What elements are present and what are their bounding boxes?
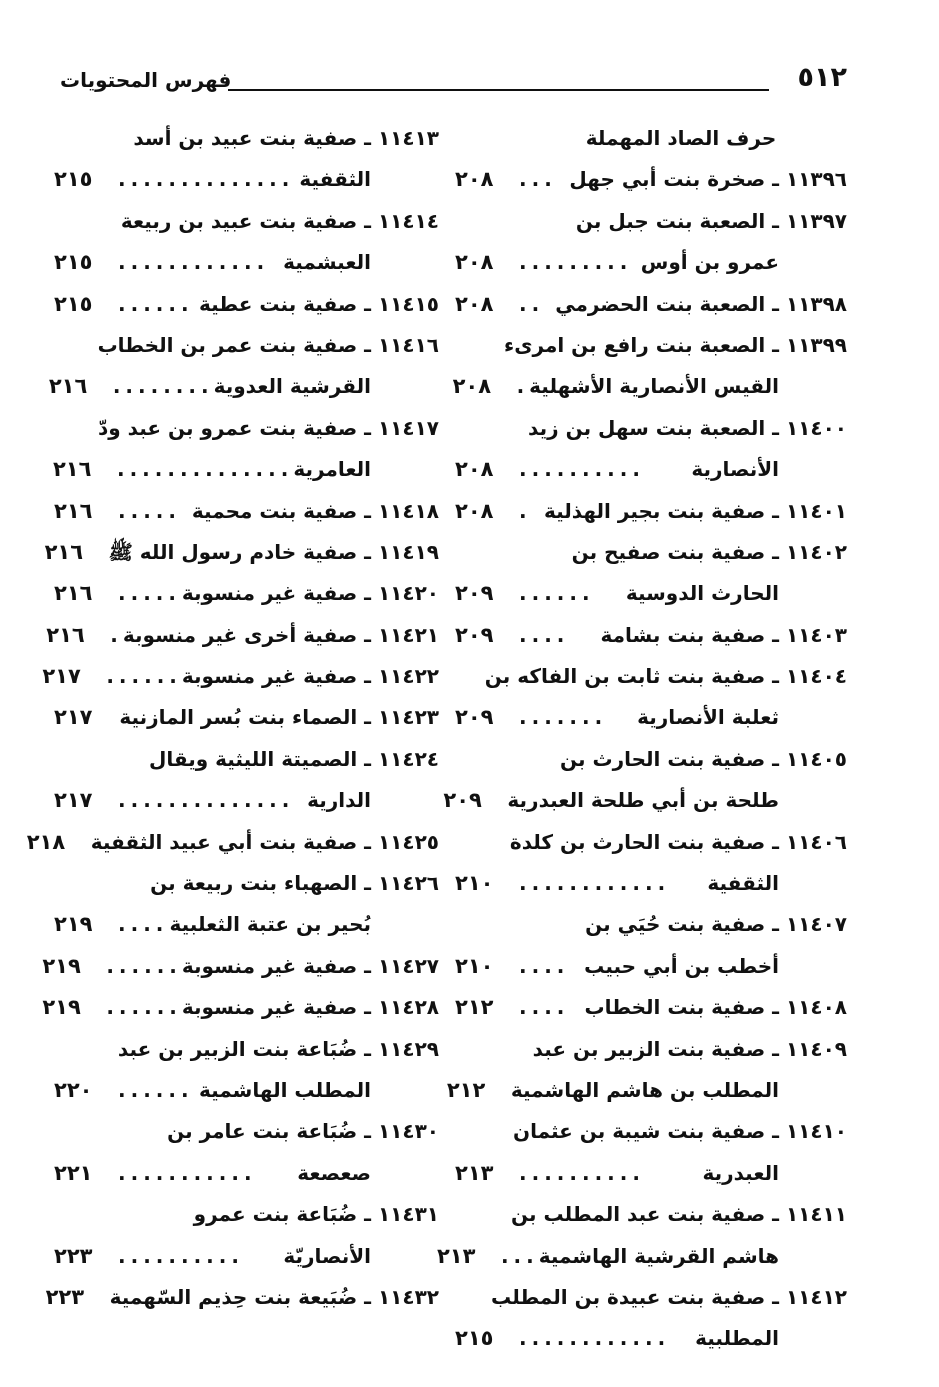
entry-text: ١١٤٠٣ ـ صفية بنت بشامة bbox=[600, 622, 847, 647]
index-entry-line bbox=[455, 159, 847, 200]
entry-text: ١١٤٢٠ ـ صفية غير منسوبة bbox=[181, 581, 439, 606]
leader-dots: .... bbox=[118, 912, 169, 937]
running-title: فهرس المحتويات bbox=[60, 68, 232, 92]
index-entry-line bbox=[42, 656, 439, 697]
index-entry-line bbox=[54, 739, 439, 780]
index-entry-line bbox=[54, 1029, 439, 1070]
entry-text: ١١٤٠١ ـ صفية بنت بجير الهذلية bbox=[543, 498, 847, 523]
leader-dots: .... bbox=[519, 953, 570, 978]
leader-dots: . bbox=[519, 498, 532, 523]
entry-text: العامرية bbox=[293, 457, 371, 482]
entry-text: ١١٤٢٦ ـ الصهباء بنت ربيعة بن bbox=[150, 871, 439, 896]
index-entry-line bbox=[54, 1153, 439, 1194]
page-ref: ٢٠٨ bbox=[455, 167, 494, 192]
entry-text: ١١٤١٠ ـ صفية بنت شيبة بن عثمان bbox=[513, 1119, 847, 1144]
index-entry-line bbox=[54, 1194, 439, 1235]
leader-dots: ........... bbox=[118, 1160, 257, 1185]
leader-dots: .............. bbox=[118, 167, 295, 192]
page-ref: ٢٠٩ bbox=[455, 622, 494, 647]
page-ref: ٢١٦ bbox=[54, 581, 93, 606]
entry-text: العبشمية bbox=[283, 250, 371, 275]
index-entry-line bbox=[455, 325, 847, 366]
index-entry-line bbox=[42, 946, 439, 987]
index-entry-line bbox=[455, 822, 847, 863]
index-entry-line bbox=[455, 408, 847, 449]
index-entry-line bbox=[455, 1153, 847, 1194]
page-ref: ٢١٠ bbox=[455, 871, 494, 896]
index-entry-line bbox=[54, 201, 439, 242]
page-ref: ٢١٥ bbox=[54, 291, 93, 316]
entry-text: المطلبية bbox=[695, 1326, 779, 1351]
index-entry-line bbox=[455, 904, 847, 945]
entry-text: ١١٤١٤ ـ صفية بنت عبيد بن ربيعة bbox=[120, 208, 439, 233]
entry-text: الحارث الدوسية bbox=[625, 581, 779, 606]
index-entry-line bbox=[54, 408, 439, 449]
page-ref: ٢٢٠ bbox=[54, 1077, 93, 1102]
entry-text: ١١٤٢٩ ـ ضُبَاعة بنت الزبير بن عبد bbox=[117, 1036, 439, 1061]
leader-dots: ....... bbox=[519, 705, 608, 730]
index-entry-line bbox=[54, 1236, 439, 1277]
leader-dots: ...... bbox=[106, 995, 182, 1020]
index-entry-line bbox=[455, 1111, 847, 1152]
index-entry-line bbox=[54, 697, 439, 738]
index-entry-line bbox=[54, 118, 439, 159]
leader-dots: .. bbox=[519, 291, 545, 316]
page-ref: ٢٠٨ bbox=[455, 291, 494, 316]
index-entry-line bbox=[452, 366, 847, 407]
leader-dots: ..... bbox=[118, 498, 181, 523]
leader-dots: ...... bbox=[106, 953, 182, 978]
page-ref: ٢٢٣ bbox=[54, 1243, 93, 1268]
entry-text: بُحير بن عتبة الثعلبية bbox=[169, 912, 371, 937]
page-ref: ٢١٢ bbox=[446, 1077, 486, 1102]
entry-text: ثعلبة الأنصارية bbox=[637, 705, 779, 730]
entry-text: الثقفية bbox=[299, 167, 371, 192]
entry-text: ١١٤١٣ ـ صفية بنت عبيد بن أسد bbox=[133, 126, 439, 150]
entry-text: الأنصاريّة bbox=[283, 1243, 371, 1268]
entry-text: ١١٤٢٨ ـ صفية غير منسوبة bbox=[181, 995, 439, 1020]
page-ref: ٢٠٨ bbox=[455, 250, 494, 275]
entry-text: القرشية العدوية bbox=[213, 374, 371, 399]
index-entry-line bbox=[455, 739, 847, 780]
leader-dots: ...... bbox=[118, 291, 194, 316]
entry-text: ١١٣٩٨ ـ الصعبة بنت الحضرمي bbox=[555, 291, 847, 316]
entry-text: ١١٤٠٨ ـ صفية بنت الخطاب bbox=[584, 995, 847, 1020]
entry-text: ١١٤١١ ـ صفية بنت عبد المطلب بن bbox=[511, 1202, 847, 1227]
leader-dots: .......... bbox=[519, 457, 645, 482]
index-entry-line bbox=[443, 780, 847, 821]
entry-text: ١١٤٠٢ ـ صفية بنت صفيح بن bbox=[571, 539, 847, 564]
entry-text: طلحة بن أبي طلحة العبدرية bbox=[507, 788, 779, 813]
index-entry-line bbox=[54, 284, 439, 325]
leader-dots: ...... bbox=[106, 664, 182, 689]
leader-dots: .... bbox=[519, 622, 570, 647]
entry-text: ١١٤٠٦ ـ صفية بنت الحارث بن كلدة bbox=[509, 829, 847, 854]
index-entry-line bbox=[455, 201, 847, 242]
index-entry-line bbox=[54, 242, 439, 283]
page-ref: ٢١٦ bbox=[54, 498, 93, 523]
page-ref: ٢١٧ bbox=[54, 788, 93, 813]
header-rule bbox=[228, 89, 769, 91]
page-ref: ٢١٩ bbox=[42, 995, 81, 1020]
entry-text: ١١٤٢٢ ـ صفية غير منسوبة bbox=[181, 664, 439, 689]
page-ref: ٢٢٣ bbox=[45, 1284, 85, 1309]
entry-text: ١١٤٠٧ ـ صفية بنت حُيَي بن bbox=[585, 912, 847, 937]
entry-text: ١١٤٢٥ ـ صفية بنت أبي عبيد الثقفية bbox=[90, 829, 439, 854]
entry-text: ١١٣٩٧ ـ الصعبة بنت جبل بن bbox=[575, 208, 847, 233]
page-ref: ٢١٠ bbox=[455, 953, 494, 978]
entry-text: ١١٤٣١ ـ ضُبَاعة بنت عمرو bbox=[193, 1202, 439, 1227]
entry-text: ١١٤٣٢ ـ ضُبَيعة بنت حِذيم السّهمية bbox=[109, 1284, 439, 1309]
page-ref: ٢١٢ bbox=[455, 995, 494, 1020]
index-entry-line bbox=[455, 615, 847, 656]
leader-dots: ... bbox=[500, 1243, 539, 1268]
entry-text: ١١٤٠٥ ـ صفية بنت الحارث بن bbox=[560, 746, 847, 771]
index-entry-line bbox=[446, 1070, 847, 1111]
page-ref: ٢٠٩ bbox=[455, 581, 494, 606]
index-entry-line bbox=[54, 449, 439, 490]
leader-dots: . bbox=[110, 622, 123, 647]
entry-text: الدارية bbox=[307, 788, 371, 813]
page-ref: ٢٠٨ bbox=[455, 498, 494, 523]
entry-text: ١١٤١٩ ـ صفية خادم رسول الله ﷺ bbox=[108, 539, 439, 564]
index-entry-line bbox=[48, 366, 439, 407]
index-entry-line bbox=[54, 780, 439, 821]
index-entry-line bbox=[455, 532, 847, 573]
index-entry-line bbox=[455, 573, 847, 614]
entry-text: المطلب الهاشمية bbox=[198, 1077, 371, 1102]
leader-dots: .............. bbox=[116, 457, 294, 482]
leader-dots: ............ bbox=[519, 871, 671, 896]
index-entry-line bbox=[54, 159, 439, 200]
index-entry-line bbox=[455, 697, 847, 738]
page-ref: ٢١٥ bbox=[54, 167, 93, 192]
entry-text: ١١٤١٧ ـ صفية بنت عمرو بن عبد ودّ bbox=[97, 415, 439, 440]
leader-dots: .......... bbox=[118, 1243, 244, 1268]
entry-text: ١١٤٢٧ ـ صفية غير منسوبة bbox=[181, 953, 439, 978]
index-entry-line bbox=[455, 491, 847, 532]
entry-text: ١١٤٠٤ ـ صفية بنت ثابت بن الفاكه بن bbox=[484, 664, 847, 689]
page-number: ٥١٢ bbox=[797, 62, 847, 93]
page-ref: ٢١٨ bbox=[26, 829, 66, 854]
entry-text: ١١٤١٨ ـ صفية بنت محمية bbox=[191, 498, 439, 523]
page-ref: ٢١٦ bbox=[52, 457, 92, 482]
entry-text: ١١٤٠٩ ـ صفية بنت الزبير بن عبد bbox=[532, 1036, 847, 1061]
index-entry-line bbox=[455, 946, 847, 987]
index-entry-line bbox=[455, 863, 847, 904]
index-entry-line bbox=[455, 284, 847, 325]
leader-dots: . bbox=[516, 374, 530, 399]
index-entry-line bbox=[54, 863, 439, 904]
leader-dots: ... bbox=[519, 167, 557, 192]
leader-dots: ...... bbox=[519, 581, 595, 606]
entry-text: العبدرية bbox=[702, 1160, 779, 1185]
entry-text: ١١٤٣٠ ـ ضُبَاعة بنت عامر بن bbox=[167, 1119, 439, 1144]
index-entry-line bbox=[54, 573, 439, 614]
leader-dots: .... bbox=[519, 995, 570, 1020]
page-ref: ٢١٥ bbox=[455, 1326, 494, 1351]
index-entry-line bbox=[455, 656, 847, 697]
page-header bbox=[60, 62, 847, 102]
index-entry-line bbox=[54, 904, 439, 945]
index-entry-line bbox=[455, 1318, 847, 1359]
section-heading: حرف الصاد المهملة bbox=[585, 126, 777, 150]
index-entry-line bbox=[42, 987, 439, 1028]
index-entry-line bbox=[455, 1029, 847, 1070]
index-entry-line bbox=[54, 491, 439, 532]
index-entry-line bbox=[455, 449, 847, 490]
index-entry-line bbox=[455, 242, 847, 283]
entry-text: ١١٤١٥ ـ صفية بنت عطية bbox=[198, 291, 439, 316]
index-entry-line bbox=[54, 1070, 439, 1111]
index-entry-line bbox=[44, 532, 439, 573]
page-ref: ٢١٣ bbox=[455, 1160, 494, 1185]
page-ref: ٢٢١ bbox=[54, 1160, 93, 1185]
entry-text: المطلب بن هاشم الهاشمية bbox=[510, 1077, 779, 1102]
entry-text: ١١٤٢٣ ـ الصماء بنت بُسر المازنية bbox=[119, 705, 439, 730]
entry-text: ١١٤١٢ ـ صفية بنت عبيدة بن المطلب bbox=[491, 1284, 847, 1309]
leader-dots: .............. bbox=[118, 788, 295, 813]
entry-text: ١١٤٢٤ ـ الصميتة الليثية ويقال bbox=[148, 746, 439, 771]
index-entry-line bbox=[455, 1277, 847, 1318]
page-ref: ٢١٦ bbox=[44, 539, 84, 564]
leader-dots: ............ bbox=[118, 250, 270, 275]
page-ref: ٢٠٨ bbox=[452, 374, 492, 399]
entry-text: ١١٣٩٩ ـ الصعبة بنت رافع بن امرىء bbox=[503, 332, 847, 357]
index-entry-line bbox=[455, 1194, 847, 1235]
page-ref: ٢١٦ bbox=[48, 374, 88, 399]
leader-dots: ........ bbox=[112, 374, 214, 399]
page-ref: ٢١٦ bbox=[46, 622, 85, 647]
leader-dots: ............ bbox=[519, 1326, 671, 1351]
entry-text: القيس الأنصارية الأشهلية bbox=[529, 374, 779, 399]
page-ref: ٢١٩ bbox=[42, 953, 81, 978]
page-ref: ٢١٧ bbox=[54, 705, 93, 730]
entry-text: ١١٤٠٠ ـ الصعبة بنت سهل بن زيد bbox=[528, 415, 847, 440]
page-ref: ٢١٩ bbox=[54, 912, 93, 937]
index-entry-line bbox=[455, 987, 847, 1028]
leader-dots: ...... bbox=[118, 1077, 194, 1102]
entry-text: ١١٤١٦ ـ صفية بنت عمر بن الخطاب bbox=[97, 332, 439, 357]
right-column bbox=[436, 118, 847, 1360]
index-entry-line bbox=[45, 1277, 439, 1318]
page-ref: ٢١٣ bbox=[436, 1243, 476, 1268]
index-entry-line bbox=[54, 325, 439, 366]
index-entry-line bbox=[26, 822, 439, 863]
leader-dots: ..... bbox=[118, 581, 181, 606]
page-ref: ٢١٥ bbox=[54, 250, 93, 275]
page-ref: ٢١٧ bbox=[42, 664, 81, 689]
leader-dots: .......... bbox=[519, 1160, 645, 1185]
entry-text: الثقفية bbox=[707, 871, 779, 896]
index-entry-line bbox=[54, 1111, 439, 1152]
entry-text: ١١٣٩٦ ـ صخرة بنت أبي جهل bbox=[569, 167, 847, 192]
entry-text: أخطب بن أبي حبيب bbox=[584, 953, 779, 978]
page-ref: ٢٠٩ bbox=[455, 705, 494, 730]
page-ref: ٢٠٩ bbox=[443, 788, 482, 813]
entry-text: الأنصارية bbox=[691, 457, 779, 482]
index-entry-line bbox=[46, 615, 439, 656]
entry-text: ١١٤٢١ ـ صفية أخرى غير منسوبة bbox=[122, 622, 439, 647]
index-entry-line bbox=[436, 1236, 847, 1277]
entry-text: عمرو بن أوس bbox=[640, 250, 779, 275]
entry-text: صعصعة bbox=[297, 1160, 371, 1185]
entry-text: هاشم القرشية الهاشمية bbox=[538, 1243, 779, 1268]
page-ref: ٢٠٨ bbox=[455, 457, 494, 482]
leader-dots: ......... bbox=[519, 250, 633, 275]
left-column bbox=[26, 118, 439, 1318]
